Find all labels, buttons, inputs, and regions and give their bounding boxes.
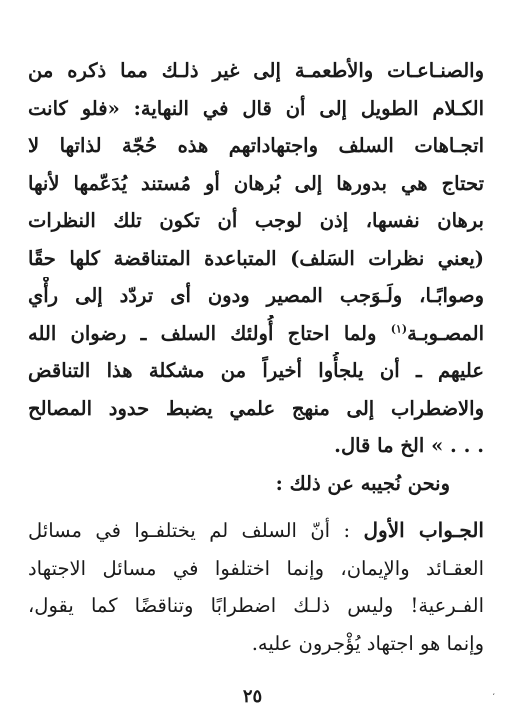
text-line: والصنـاعـات والأطعمـة إلى غير ذلـك مما ذكره من: [28, 59, 484, 82]
text-line: . . . » الخ ما قال.: [334, 434, 484, 457]
text-line: (يعني نظرات السَلف) المتباعدة المتناقضة كلها حقًا: [28, 246, 484, 270]
response-intro: ونحن نُجيبه عن ذلك :: [275, 471, 450, 495]
document-page: [28, 52, 484, 662]
text-line: اتجـاهات السلف واجتهاداتهم هذه حُجّة لذاتها لا: [28, 134, 484, 157]
text-line: العقـائد والإيمان، وإنما اختلفوا في مسائل الاجتهاد: [28, 556, 484, 580]
text-line: وصوابًـا، ولَـوَجب المصير ودون أى تردّد إلى رأْي: [28, 284, 484, 307]
answer-first-line: الجـواب الأول : أنّ السلف لم يختلفـوا في مسائل: [28, 518, 484, 542]
text-line: والاضطراب إلى منهج علمي يضبط حدود المصالح: [28, 396, 484, 420]
text-line: الفـرعية! وليس ذلـك اضطرابًا وتناقضًا كما يقول،: [28, 594, 484, 617]
text-line-with-footnote: المصـوبـة$^{(١)}$ ولما احتاج أُولئك السلف ـ رضوان الله: [28, 321, 484, 345]
corner-mark: ،: [492, 688, 495, 697]
answer-heading: الجـواب الأول: [363, 518, 484, 542]
text-line: عليهم ـ أن يلجأُوا أخيراً من مشكلة هذا التناقض: [28, 359, 484, 382]
footnote-marker: (١): [390, 322, 408, 335]
text-line: وإنما هو اجتهاد يُؤْجرون عليه.: [251, 631, 484, 655]
page-number: ٢٥: [242, 686, 263, 707]
text-line: تحتاج هي بدورها إلى بُرهان أو مُستند يُدَعّمها لأنها: [28, 171, 484, 195]
text-line: برهان نفسها، إذن لوجب أن تكون تلك النظرات: [28, 209, 484, 232]
paragraph-gap: [28, 502, 484, 512]
text-line: الكـلام الطويل إلى أن قال في النهاية: «فلو كانت: [28, 96, 484, 120]
